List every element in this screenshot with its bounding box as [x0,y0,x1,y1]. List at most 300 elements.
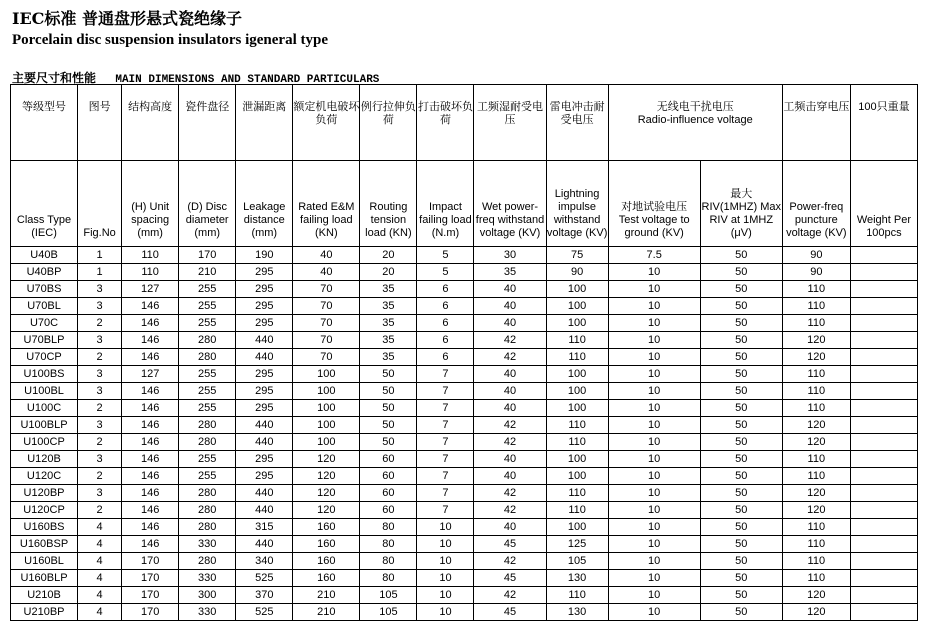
table-cell: 146 [122,298,179,315]
table-cell: 255 [179,281,236,298]
table-cell: 2 [78,400,122,417]
table-cell: 40 [474,451,546,468]
table-cell: 160 [293,553,360,570]
header-fig-en: Fig.No [78,161,122,247]
header-em-en: Rated E&M failing load (KN) [293,161,360,247]
header-weight-en: Weight Per 100pcs [850,161,917,247]
table-cell: 70 [293,281,360,298]
table-cell: 42 [474,485,546,502]
header-height-cn: 结构高度 [122,85,179,161]
table-cell: 440 [236,417,293,434]
table-cell: 127 [122,281,179,298]
table-cell: 60 [360,451,417,468]
header-em-cn: 额定机电破坏负荷 [293,85,360,161]
table-cell: 170 [122,587,179,604]
table-cell: 10 [608,434,700,451]
table-cell: 120 [782,434,850,451]
table-cell: 42 [474,553,546,570]
table-cell [850,553,917,570]
table-cell: 70 [293,332,360,349]
header-class-en: Class Type (IEC) [11,161,78,247]
header-light-cn: 雷电冲击耐受电压 [546,85,608,161]
table-cell: 45 [474,536,546,553]
table-row [11,400,918,417]
table-cell: 280 [179,502,236,519]
table-cell: 300 [179,587,236,604]
table-cell: 120 [782,502,850,519]
table-cell: 3 [78,417,122,434]
table-cell: 50 [360,366,417,383]
table-cell: 110 [782,536,850,553]
table-cell: 146 [122,536,179,553]
table-cell: U160BS [11,519,78,536]
table-cell: 80 [360,553,417,570]
table-cell: U70BLP [11,332,78,349]
table-cell: 50 [700,349,782,366]
table-cell: 42 [474,434,546,451]
table-cell: 35 [360,298,417,315]
table-cell: 90 [546,264,608,281]
table-cell: 110 [782,366,850,383]
table-cell: 7.5 [608,247,700,264]
table-row [11,417,918,434]
table-cell: 330 [179,536,236,553]
table-cell: 146 [122,519,179,536]
table-cell: U120C [11,468,78,485]
table-cell: 295 [236,264,293,281]
table-cell: 100 [546,366,608,383]
table-row [11,536,918,553]
table-cell: 110 [782,553,850,570]
table-cell: U120CP [11,502,78,519]
table-cell: 210 [293,587,360,604]
table-cell: 190 [236,247,293,264]
table-cell: 295 [236,383,293,400]
table-cell: 50 [360,434,417,451]
table-cell: 6 [417,332,474,349]
table-cell: 146 [122,451,179,468]
table-cell: 40 [474,519,546,536]
table-cell: 100 [546,298,608,315]
table-row [11,383,918,400]
table-cell: 6 [417,298,474,315]
table-cell: 50 [700,400,782,417]
table-row [11,298,918,315]
table-cell: 146 [122,332,179,349]
table-cell: 160 [293,519,360,536]
specs-table [10,84,918,621]
table-cell: 40 [474,366,546,383]
table-cell: 330 [179,604,236,621]
table-cell: 295 [236,366,293,383]
table-row [11,604,918,621]
table-cell: 90 [782,264,850,281]
table-cell: 100 [293,434,360,451]
table-cell: U210BP [11,604,78,621]
table-cell: 5 [417,247,474,264]
table-cell: 110 [546,349,608,366]
table-cell: U100BS [11,366,78,383]
table-cell: 10 [608,570,700,587]
table-cell: 42 [474,502,546,519]
table-cell: U70BL [11,298,78,315]
table-cell: 40 [293,247,360,264]
table-cell: 10 [608,264,700,281]
table-cell: 105 [360,604,417,621]
table-cell: 40 [474,298,546,315]
table-cell: 100 [293,400,360,417]
table-cell: 170 [122,570,179,587]
table-cell: 255 [179,451,236,468]
table-cell: 280 [179,332,236,349]
table-cell: 370 [236,587,293,604]
table-cell: 10 [608,315,700,332]
table-cell: 110 [782,451,850,468]
table-cell: 160 [293,570,360,587]
table-cell: 110 [546,502,608,519]
table-cell: 295 [236,281,293,298]
table-cell [850,502,917,519]
table-cell: U160BSP [11,536,78,553]
table-cell: 4 [78,536,122,553]
table-cell: 3 [78,332,122,349]
table-cell: 110 [782,383,850,400]
table-cell: 50 [700,281,782,298]
table-cell: 40 [474,383,546,400]
table-cell: 525 [236,604,293,621]
table-cell: U70C [11,315,78,332]
table-cell: 170 [179,247,236,264]
header-test-cn: 对地试验电压 [621,201,688,213]
table-cell [850,264,917,281]
table-cell: 90 [782,247,850,264]
table-cell: 120 [293,468,360,485]
table-cell: 120 [293,485,360,502]
table-cell: 7 [417,468,474,485]
header-riv-cn: 无线电干扰电压 [656,101,734,113]
header-leak-cn: 泄漏距离 [236,85,293,161]
table-cell: 146 [122,434,179,451]
specs-table-body [11,247,918,621]
table-cell: 60 [360,485,417,502]
table-cell: 170 [122,604,179,621]
table-cell: 340 [236,553,293,570]
header-impact-cn: 打击破坏负荷 [417,85,474,161]
table-cell: 50 [700,434,782,451]
table-cell: 255 [179,298,236,315]
table-cell: 10 [608,298,700,315]
table-cell: 10 [608,553,700,570]
table-cell: 35 [360,332,417,349]
table-cell: 3 [78,366,122,383]
table-cell: 40 [293,264,360,281]
table-cell: 30 [474,247,546,264]
table-cell: 4 [78,519,122,536]
table-cell: 42 [474,349,546,366]
table-cell: 295 [236,298,293,315]
table-row [11,434,918,451]
table-cell: 120 [782,417,850,434]
table-cell: 255 [179,315,236,332]
header-riv-en: Radio-influence voltage [637,114,753,126]
table-cell: 1 [78,264,122,281]
table-cell: 120 [782,587,850,604]
table-cell: 4 [78,570,122,587]
table-cell: 120 [293,502,360,519]
table-cell: 110 [546,417,608,434]
table-cell [850,417,917,434]
table-cell: 210 [179,264,236,281]
table-cell: 130 [546,604,608,621]
table-cell: 50 [700,468,782,485]
table-cell: 1 [78,247,122,264]
table-cell: 40 [474,315,546,332]
table-cell: 2 [78,349,122,366]
table-cell: 7 [417,366,474,383]
table-cell: 50 [700,315,782,332]
table-cell [850,366,917,383]
table-cell: 280 [179,349,236,366]
header-leak-en: Leakage distance (mm) [236,161,293,247]
table-cell: U120BP [11,485,78,502]
table-cell [850,485,917,502]
table-cell: 80 [360,536,417,553]
table-cell: 6 [417,281,474,298]
table-cell: 50 [700,264,782,281]
table-cell: 40 [474,281,546,298]
table-cell: 50 [700,417,782,434]
table-cell: 50 [700,485,782,502]
table-cell: 146 [122,383,179,400]
table-cell: 7 [417,502,474,519]
table-cell: 20 [360,264,417,281]
table-cell [850,451,917,468]
table-cell: 210 [293,604,360,621]
table-cell: 120 [782,349,850,366]
table-cell [850,468,917,485]
table-cell: 110 [782,315,850,332]
table-cell: 100 [546,383,608,400]
table-cell: 50 [700,366,782,383]
table-cell: 50 [360,417,417,434]
table-cell: U100CP [11,434,78,451]
table-cell: 45 [474,570,546,587]
table-cell [850,519,917,536]
table-cell: 110 [546,434,608,451]
table-cell [850,536,917,553]
header-fig-cn: 图号 [78,85,122,161]
table-cell: 4 [78,553,122,570]
table-cell: 7 [417,383,474,400]
table-cell: 5 [417,264,474,281]
table-cell [850,604,917,621]
table-cell: 110 [782,298,850,315]
table-cell [850,434,917,451]
table-cell: 3 [78,298,122,315]
section-heading-cn: 主要尺寸和性能 [12,71,97,85]
table-cell: 60 [360,468,417,485]
table-cell: 127 [122,366,179,383]
table-cell: 10 [608,451,700,468]
table-cell: 50 [700,383,782,400]
table-cell: U160BL [11,553,78,570]
header-wet-cn: 工频湿耐受电压 [474,85,546,161]
table-cell: 7 [417,451,474,468]
table-cell: 110 [782,281,850,298]
table-cell: 70 [293,298,360,315]
table-row [11,519,918,536]
table-cell: 42 [474,417,546,434]
table-cell: 120 [293,451,360,468]
table-cell: 35 [360,315,417,332]
table-cell: 160 [293,536,360,553]
table-cell [850,332,917,349]
table-cell: 10 [608,281,700,298]
table-cell: 50 [700,451,782,468]
table-cell: 146 [122,417,179,434]
table-cell: 146 [122,502,179,519]
table-cell: U210B [11,587,78,604]
table-cell: 45 [474,604,546,621]
table-row [11,451,918,468]
table-cell: 4 [78,604,122,621]
table-cell: 440 [236,485,293,502]
table-cell: 100 [546,315,608,332]
table-cell: 10 [608,400,700,417]
table-cell: 50 [700,604,782,621]
table-cell: 10 [608,519,700,536]
table-cell: 295 [236,451,293,468]
table-cell: 7 [417,417,474,434]
table-cell: 50 [700,519,782,536]
table-cell: 100 [546,400,608,417]
table-cell: 146 [122,349,179,366]
table-cell: 295 [236,468,293,485]
table-cell: U70CP [11,349,78,366]
table-cell: 440 [236,332,293,349]
table-cell [850,315,917,332]
table-row [11,281,918,298]
table-cell: 10 [417,604,474,621]
table-cell: 255 [179,468,236,485]
table-cell [850,298,917,315]
table-cell: 50 [700,587,782,604]
table-row [11,315,918,332]
table-cell: 50 [700,332,782,349]
table-cell: 10 [417,519,474,536]
table-cell: 50 [360,400,417,417]
table-cell: 2 [78,315,122,332]
table-cell: 35 [360,349,417,366]
table-cell: 125 [546,536,608,553]
table-cell: 10 [608,604,700,621]
table-cell: 10 [417,536,474,553]
table-cell: 7 [417,400,474,417]
table-cell: 525 [236,570,293,587]
header-route-cn: 例行拉伸负荷 [360,85,417,161]
table-cell: 10 [608,468,700,485]
table-cell: 50 [700,553,782,570]
table-cell: 280 [179,519,236,536]
table-cell: 10 [608,485,700,502]
table-cell: 120 [782,604,850,621]
table-cell: 50 [700,298,782,315]
table-cell: U40B [11,247,78,264]
table-cell: 100 [546,451,608,468]
table-cell: 280 [179,553,236,570]
table-cell: 110 [782,400,850,417]
header-wet-en: Wet power-freq withstand voltage (KV) [474,161,546,247]
table-cell: 6 [417,349,474,366]
table-cell: 440 [236,349,293,366]
table-cell: 100 [546,468,608,485]
table-cell: 50 [360,383,417,400]
table-cell: 100 [546,519,608,536]
table-row [11,366,918,383]
table-row [11,570,918,587]
table-cell: 35 [360,281,417,298]
table-row [11,264,918,281]
table-cell: 6 [417,315,474,332]
section-heading-en: MAIN DIMENSIONS AND STANDARD PARTICULARS [115,74,380,86]
table-cell: 10 [417,587,474,604]
table-cell: 3 [78,451,122,468]
header-diam-cn: 瓷件盘径 [179,85,236,161]
table-cell: 280 [179,417,236,434]
table-cell: 10 [417,570,474,587]
table-cell [850,400,917,417]
table-cell: 280 [179,434,236,451]
table-cell: 330 [179,570,236,587]
table-cell: 120 [782,332,850,349]
table-cell: U100BL [11,383,78,400]
table-cell: 80 [360,519,417,536]
table-cell: 110 [782,570,850,587]
table-cell: 2 [78,434,122,451]
table-cell: 40 [474,400,546,417]
table-cell [850,349,917,366]
table-cell: 100 [546,281,608,298]
table-cell: 10 [608,502,700,519]
table-cell: 146 [122,485,179,502]
table-cell: 50 [700,536,782,553]
table-cell: 110 [546,485,608,502]
table-cell: 10 [608,587,700,604]
table-cell: 2 [78,502,122,519]
header-height-en: (H) Unit spacing (mm) [122,161,179,247]
table-cell: 295 [236,315,293,332]
table-cell: 42 [474,332,546,349]
header-test-en: Test voltage to ground (KV) [618,214,690,239]
table-cell [850,247,917,264]
table-cell: 50 [700,247,782,264]
table-cell: 100 [293,417,360,434]
table-cell: 105 [546,553,608,570]
table-cell: 10 [417,553,474,570]
header-impact-en: Impact failing load (N.m) [417,161,474,247]
table-cell: 280 [179,485,236,502]
table-cell: 255 [179,400,236,417]
table-cell: 70 [293,349,360,366]
header-light-en: Lightning impulse withstand voltage (KV) [546,161,608,247]
header-test [608,161,700,247]
table-cell: 110 [122,247,179,264]
table-cell: 4 [78,587,122,604]
table-cell: 20 [360,247,417,264]
table-cell: 146 [122,400,179,417]
table-cell: 2 [78,468,122,485]
page-title-cn: IEC标准 普通盘形悬式瓷绝缘子 [12,9,242,28]
